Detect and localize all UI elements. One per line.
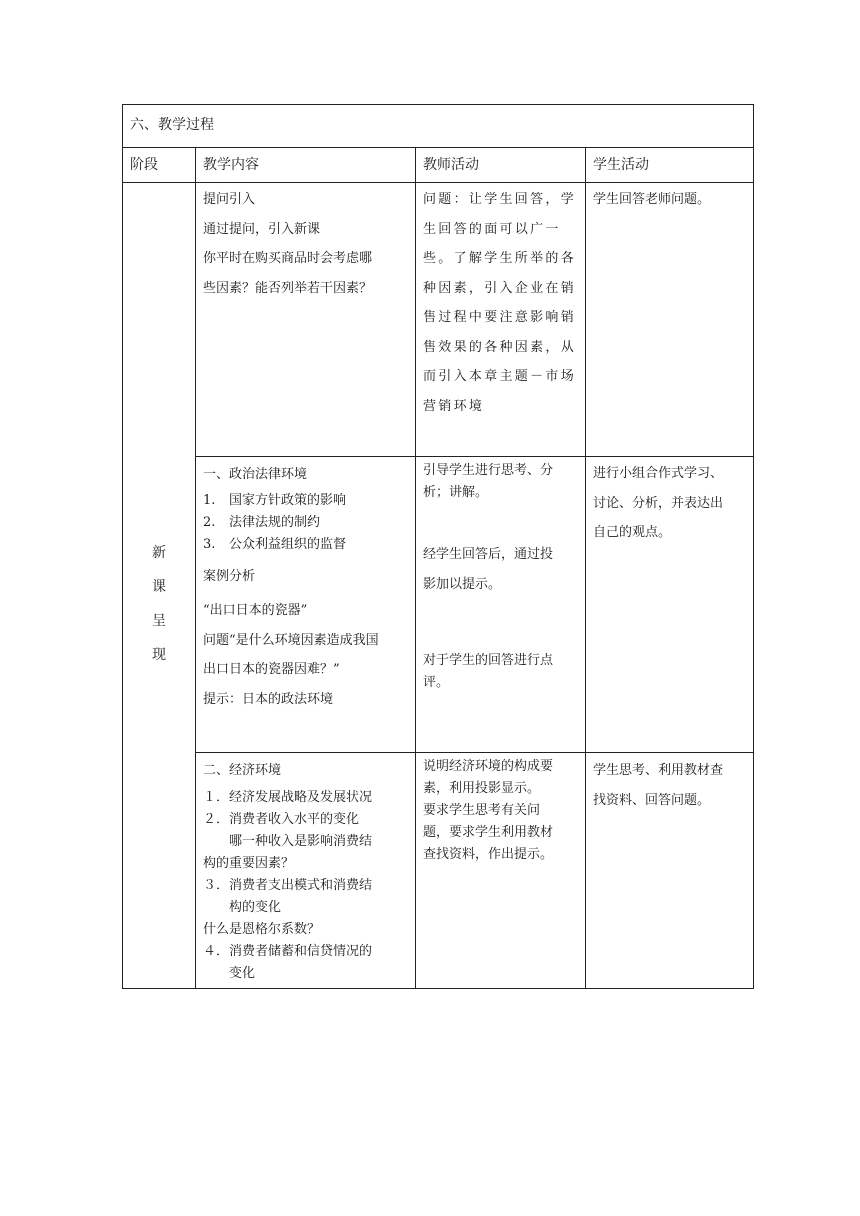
row2-teacher-p1 <box>423 460 553 504</box>
row2-content-line: 出口日本的瓷器因难？” <box>203 662 340 677</box>
header-content: 教学内容 <box>203 157 259 173</box>
row1-teacher-line: 营销环境 <box>423 398 485 414</box>
table-rule-header <box>122 182 754 183</box>
row3-content-line: ３．消费者支出模式和消费结 <box>203 878 373 893</box>
row3-content-line: 什么是恩格尔系数？ <box>203 922 321 937</box>
stage-char: 新 <box>152 545 166 561</box>
row1-student <box>593 185 710 215</box>
list-item-number: 3. <box>203 537 216 552</box>
stage-char: 课 <box>152 579 166 595</box>
row2-content-more <box>203 596 379 714</box>
col-divider-stage <box>195 147 196 989</box>
row1-content-line: 你平时在购买商品时会考虑哪 <box>203 251 373 266</box>
header-student: 学生活动 <box>593 157 649 173</box>
row3-content-line: 构的变化 <box>203 900 282 915</box>
row3-student-line: 学生思考、利用教材查 <box>593 763 724 778</box>
row2-content-line: “出口日本的瓷器” <box>203 603 308 618</box>
table-border-bottom <box>122 988 754 989</box>
table-rule-row1 <box>195 456 754 457</box>
stage-label <box>123 536 195 672</box>
header-stage: 阶段 <box>130 157 158 173</box>
list-item <box>203 490 346 512</box>
col-divider-teacher <box>585 147 586 989</box>
list-item-number: 1. <box>203 493 216 508</box>
row3-content-line: ４．消费者储蓄和信贷情况的 <box>203 944 373 959</box>
row3-content-line: １．经济发展战略及发展状况 <box>203 790 373 805</box>
row3-content-line: ２．消费者收入水平的变化 <box>203 812 360 827</box>
list-item-text: 国家方针政策的影响 <box>229 493 347 508</box>
stage-char: 现 <box>152 647 166 663</box>
row2-teacher-line: 经学生回答后，通过投 <box>423 547 554 562</box>
row2-student-line: 自己的观点。 <box>593 525 672 540</box>
list-item-text: 法律法规的制约 <box>229 515 321 530</box>
row2-teacher-line: 影加以提示。 <box>423 576 502 592</box>
table-rule-title <box>122 147 754 148</box>
row1-content-line: 通过提问，引入新课 <box>203 221 321 237</box>
row1-teacher-line: 售过程中要注意影响销 <box>423 310 577 325</box>
row3-content-title: 二、经济环境 <box>203 763 282 778</box>
row1-teacher-line: 些。了解学生所举的各 <box>423 251 577 266</box>
row3-content-line: 构的重要因素？ <box>203 856 295 871</box>
row3-teacher <box>423 756 553 866</box>
list-item-number: 2. <box>203 515 216 530</box>
row1-teacher-line: 生回答的面可以广一 <box>423 221 561 237</box>
row1-teacher-line: 问题：让学生回答，学 <box>423 192 577 207</box>
row3-student-line: 找资料、回答问题。 <box>593 792 711 808</box>
row3-teacher-line: 素，利用投影显示。 <box>423 781 541 796</box>
table-rule-row2 <box>195 752 754 753</box>
row1-teacher-line: 售效果的各种因素，从 <box>423 339 577 355</box>
list-item <box>203 534 346 556</box>
row3-content-line: 变化 <box>203 966 256 981</box>
row2-content-line: 提示：日本的政法环境 <box>203 691 334 707</box>
row1-student-line: 学生回答老师问题。 <box>593 192 711 207</box>
table-border-right <box>753 104 754 989</box>
row3-teacher-line: 说明经济环境的构成要 <box>423 759 554 774</box>
row2-content-case: 案例分析 <box>203 569 256 584</box>
row1-teacher <box>423 185 576 421</box>
section-title: 六、教学过程 <box>130 117 214 133</box>
row1-teacher-line: 而引入本章主题－市场 <box>423 369 577 384</box>
row3-student <box>593 756 723 815</box>
stage-char: 呈 <box>152 613 166 629</box>
row2-teacher-p2 <box>423 540 553 599</box>
row3-teacher-line: 要求学生思考有关问 <box>423 803 541 818</box>
row2-teacher-p3 <box>423 650 553 694</box>
row2-student <box>593 459 723 548</box>
row3-content-list <box>203 787 372 985</box>
row2-student-line: 讨论、分析，并表达出 <box>593 495 724 511</box>
row3-teacher-line: 查找资料，作出提示。 <box>423 847 554 862</box>
row2-content-line: 问题“是什么环境因素造成我国 <box>203 632 379 648</box>
row1-teacher-line: 种因素，引入企业在销 <box>423 280 577 296</box>
row1-content <box>203 185 372 303</box>
row3-content-line: 哪一种收入是影响消费结 <box>203 834 373 849</box>
row2-teacher-line: 析；讲解。 <box>423 485 489 500</box>
list-item-text: 公众利益组织的监督 <box>229 537 347 552</box>
row1-content-line: 些因素？能否列举若干因素？ <box>203 280 373 296</box>
row1-content-line: 提问引入 <box>203 192 256 207</box>
row3-teacher-line: 题，要求学生利用教材 <box>423 825 554 840</box>
row2-teacher-line: 评。 <box>423 675 450 690</box>
list-item <box>203 512 346 534</box>
row2-content-title: 一、政治法律环境 <box>203 467 308 482</box>
row2-teacher-line: 对于学生的回答进行点 <box>423 653 554 668</box>
col-divider-content <box>415 147 416 989</box>
row2-student-line: 进行小组合作式学习、 <box>593 466 724 481</box>
row2-teacher-line: 引导学生进行思考、分 <box>423 463 554 478</box>
table-border-top <box>122 104 754 105</box>
row2-content-list <box>203 490 346 556</box>
header-teacher: 教师活动 <box>423 157 479 173</box>
